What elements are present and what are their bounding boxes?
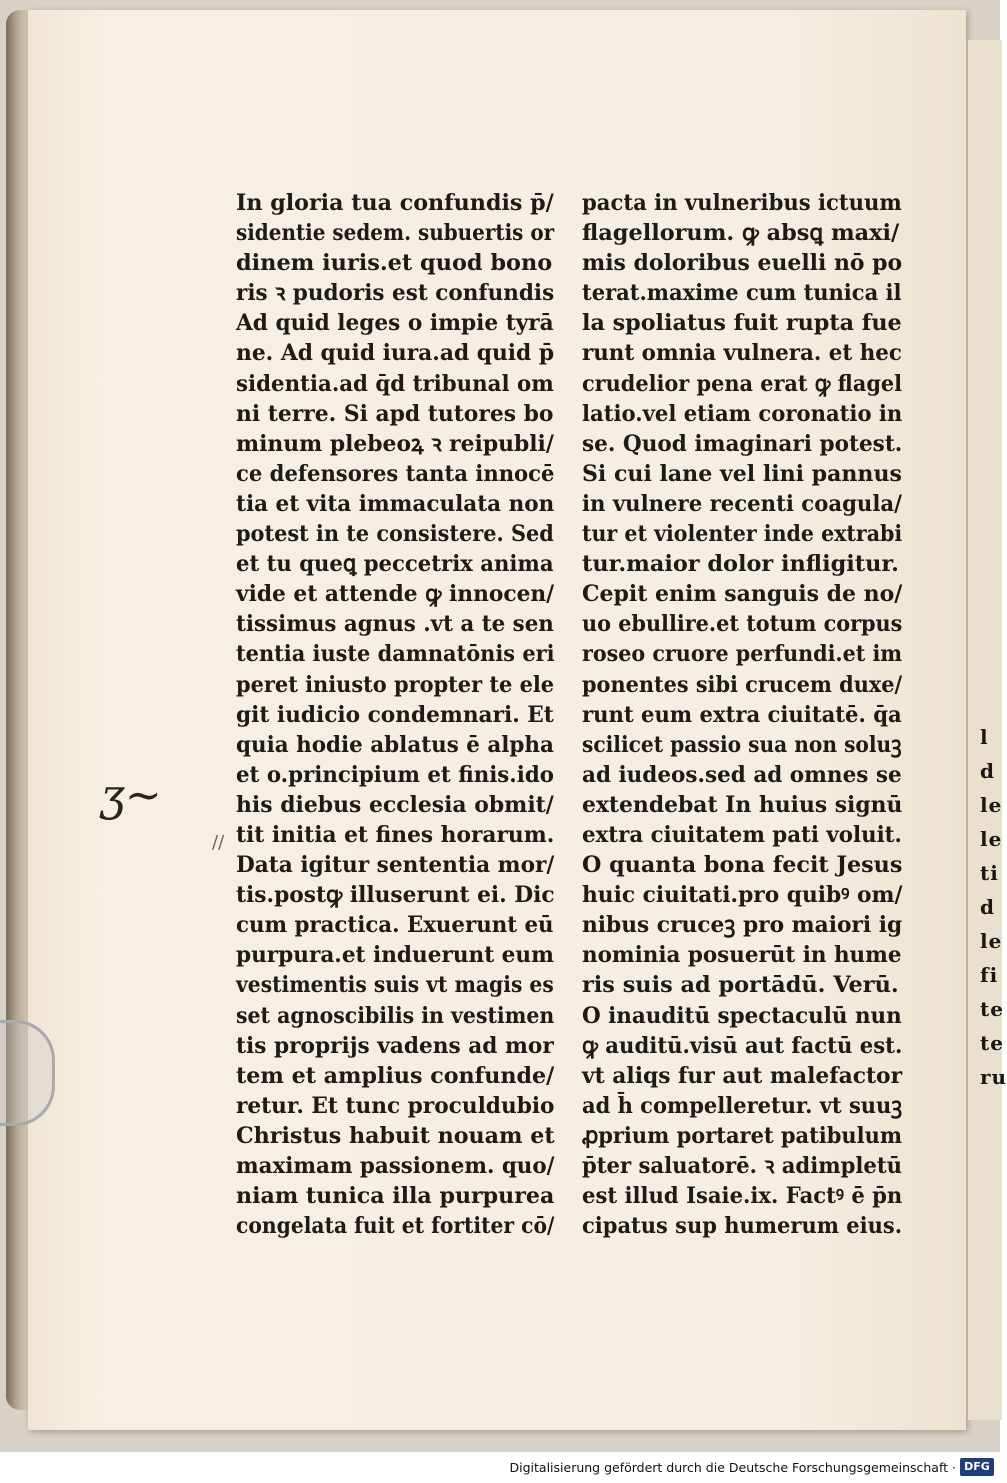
- text-line: tur et violenter inde extrabi: [582, 521, 903, 548]
- text-line: runt omnia vulnera. et hec: [582, 340, 902, 367]
- text-line: Ad quid leges o impie tyrā: [236, 310, 554, 337]
- text-line: ce defensores tanta innocē: [236, 460, 555, 487]
- text-line: Cepit enim sanguis de no/: [582, 581, 903, 608]
- text-line: ne. Ad quid iura.ad quid p̄: [236, 340, 555, 367]
- text-line: ris ꝛ pudoris est confundis: [236, 280, 555, 307]
- text-line: maximam passionem. quo/: [236, 1153, 555, 1179]
- text-line: Christus habuit nouam et: [236, 1122, 555, 1149]
- text-line: la spoliatus fuit rupta fue: [582, 310, 902, 337]
- text-line: ad iudeos.sed ad omnes se: [582, 761, 902, 788]
- text-line: extra ciuitatem pati voluit.: [582, 821, 902, 848]
- text-line: flagellorum. ꝙ absꝗ maxi/: [582, 220, 900, 247]
- text-line: runt eum extra ciuitatē. q̄a: [582, 701, 902, 728]
- next-page-text-fragment: l d le le ti d le fi te te ru: [980, 725, 1007, 1089]
- dfg-logo: DFG: [960, 1458, 994, 1476]
- text-line: et tu queꝗ peccetrix anima: [236, 551, 554, 578]
- text-line: tur.maior dolor infligitur.: [582, 551, 899, 578]
- text-line: O quanta bona fecit Jesus: [582, 852, 903, 879]
- left-text-column: [236, 188, 554, 1241]
- text-line: set agnoscibilis in vestimen: [236, 1002, 555, 1029]
- text-line: his diebus ecclesia obmit/: [236, 791, 554, 818]
- text-line: vestimentis suis vt magis es: [236, 972, 554, 999]
- text-line: tis.postꝙ illuserunt ei. Dic: [236, 882, 555, 909]
- text-line: tis proprijs vadens ad mor: [236, 1032, 554, 1059]
- text-line: huic ciuitati.pro quibꝰ om/: [582, 882, 903, 909]
- text-line: terat.maxime cum tunica il: [582, 280, 902, 307]
- text-line: ni terre. Si apd tutores bo: [236, 400, 554, 427]
- text-line: minum plebeoꝝ ꝛ reipubli/: [236, 430, 554, 457]
- text-line: tit initia et fines horarum.: [236, 821, 555, 848]
- footer: [0, 1452, 1000, 1483]
- text-line: ponentes sibi crucem duxe/: [582, 671, 903, 698]
- handwritten-margin-note: ʒ~: [100, 770, 162, 821]
- text-line: potest in te consistere. Sed: [236, 521, 554, 548]
- text-line: p̄ter saluatorē. ꝛ adimpletū: [582, 1153, 902, 1179]
- text-line: cum practica. Exuerunt eū: [236, 912, 554, 939]
- text-line: vt aliqs fur aut malefactor: [582, 1062, 903, 1089]
- text-line: git iudicio condemnari. Et: [236, 701, 554, 728]
- text-line: Data igitur sententia mor/: [236, 852, 555, 879]
- text-line: sidentia.ad q̄d tribunal om: [236, 370, 554, 397]
- text-line: dinem iuris.et quod bono: [236, 250, 553, 277]
- text-line: ris suis ad portādū. Verū.: [582, 972, 899, 999]
- text-line: congelata fuit et fortiter cō/: [236, 1213, 555, 1240]
- text-line: scilicet passio sua non soluꝫ: [582, 731, 902, 758]
- page-clip: [0, 1020, 55, 1126]
- text-line: Si cui lane vel lini pannus: [582, 460, 902, 487]
- text-line: nominia posuerūt in hume: [582, 942, 902, 969]
- text-line: roseo cruore perfundi.et im: [582, 641, 903, 668]
- text-line: vide et attende ꝙ innocen/: [236, 581, 555, 608]
- text-line: est illud Isaie.ix. Factꝰ ē p̄n: [582, 1183, 903, 1210]
- text-line: in vulnere recenti coagula/: [582, 490, 902, 517]
- text-line: cipatus sup humerum eius.: [582, 1213, 903, 1240]
- text-line: ad h̄ compelleretur. vt suuꝫ: [582, 1092, 903, 1119]
- marginal-mark: //: [212, 832, 225, 853]
- text-line: sidentie sedem. subuertis or: [236, 220, 555, 247]
- text-line: latio.vel etiam coronatio in: [582, 400, 903, 427]
- text-line: retur. Et tunc proculdubio: [236, 1092, 555, 1119]
- text-line: O inauditū spectaculū nun: [582, 1002, 902, 1029]
- text-line: niam tunica illa purpurea: [236, 1183, 555, 1210]
- right-text-column: [582, 188, 902, 1241]
- text-line: crudelior pena erat ꝙ flagel: [582, 370, 903, 397]
- text-line: tissimus agnus .vt a te sen: [236, 611, 554, 638]
- text-line: uo ebullire.et totum corpus: [582, 611, 903, 638]
- text-line: se. Quod imaginari potest.: [582, 430, 903, 457]
- text-line: et o.principium et finis.ido: [236, 761, 554, 788]
- text-line: peret iniusto propter te ele: [236, 671, 555, 698]
- text-line: tem et amplius confunde/: [236, 1062, 555, 1089]
- footer-credit: Digitalisierung gefördert durch die Deutsche Forschungsgemeinschaft ·: [509, 1460, 956, 1475]
- text-line: quia hodie ablatus ē alpha: [236, 731, 554, 758]
- text-line: ꝓprium portaret patibulum: [582, 1122, 903, 1149]
- text-line: nibus cruceꝫ pro maiori ig: [582, 912, 903, 939]
- text-line: pacta in vulneribus ictuum: [582, 190, 902, 216]
- text-line: tia et vita immaculata non: [236, 490, 555, 517]
- text-line: purpura.et induerunt eum: [236, 942, 554, 969]
- text-line: extendebat In huius signū: [582, 791, 903, 818]
- text-line: In gloria tua confundis p̄/: [236, 190, 554, 216]
- text-line: tentia iuste damnatōnis eri: [236, 641, 555, 668]
- text-line: mis doloribus euelli nō po: [582, 250, 903, 277]
- text-line: ꝙ auditū.visū aut factū est.: [582, 1032, 903, 1059]
